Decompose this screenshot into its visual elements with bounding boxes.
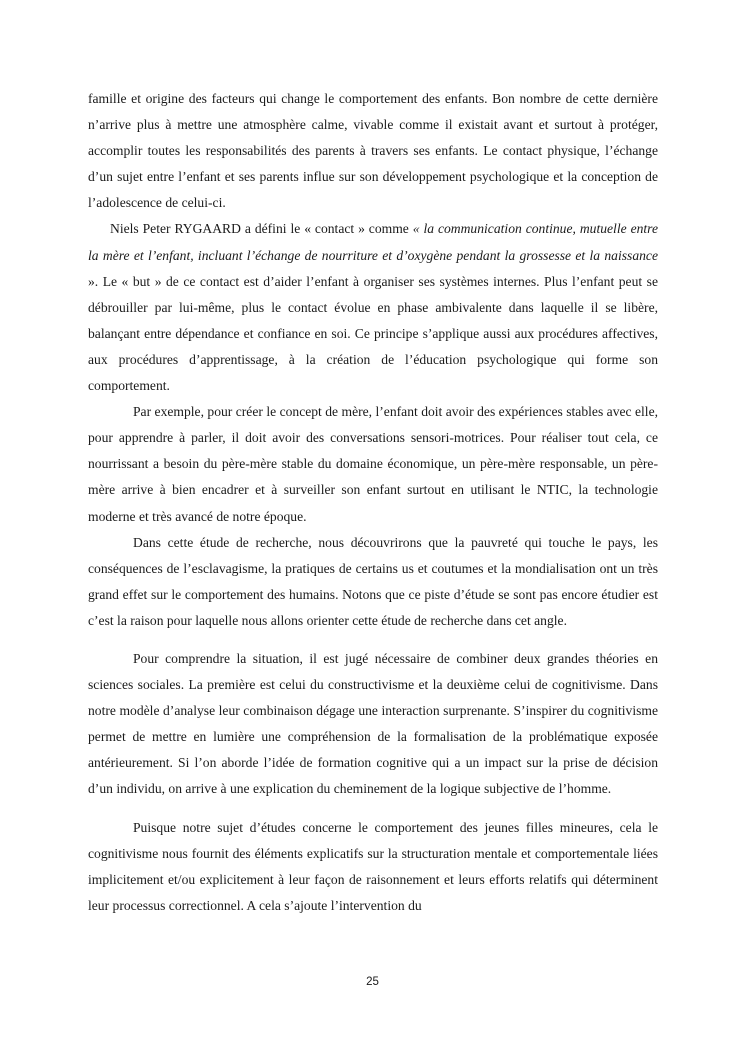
paragraph-2: [88, 216, 658, 399]
page-number: 25: [366, 976, 379, 988]
document-body: [88, 86, 658, 919]
paragraph-3: Par exemple, pour créer le concept de mère, l’enfant doit avoir des expériences stables avec elle, pour apprendre à parler, il doit avoir des conversations sensori-motrices. Pour réaliser tout cela, ce nourrissant a besoin du père-mère stable du domaine économique, un père-mère responsable, un père-mère arrive à bien encadrer et à surveiller son enfant surtout en utilisant le NTIC, la technologie moderne et très avancé de notre époque.: [88, 404, 658, 524]
rygaard-quote: « la communication continue, mutuelle entre la mère et l’enfant, incluant l’échange de nourriture et d’oxygène pendant la grossesse et la naissance: [88, 221, 658, 263]
paragraph-1: famille et origine des facteurs qui change le comportement des enfants. Bon nombre de cette dernière n’arrive plus à mettre une atmosphère calme, vivable comme il existait avant et surtout à protéger, accomplir toutes les responsabilités des parents à travers ses enfants. Le contact physique, l’échange d’un sujet entre l’enfant et ses parents influe sur son développement psychologique et la conception de l’adolescence de celui-ci.: [88, 91, 658, 211]
paragraph-2-intro: Niels Peter RYGAARD a défini le « contact » comme: [110, 221, 413, 237]
paragraph-2-rest: ». Le « but » de ce contact est d’aider l’enfant à organiser ses systèmes internes. Plus l’enfant peut se débrouiller par lui-même, plus le contact évolue en phase ambivalente dans laquelle il se libère, balançant entre dépendance et confiance en soi. Ce principe s’applique aussi aux procédures affectives, aux procédures d’apprentissage, à la création de l’éducation psychologique qui forme son comportement.: [88, 273, 658, 394]
paragraph-5: Pour comprendre la situation, il est jugé nécessaire de combiner deux grandes théories en sciences sociales. La première est celui du constructivisme et la deuxième celui de cognitivisme. Dans notre modèle d’analyse leur combinaison dégage une interaction surprenante. S’inspirer du cognitivisme permet de mettre en lumière une compréhension de la formalisation de la problématique exposée antérieurement. Si l’on aborde l’idée de formation cognitive qui a un impact sur la prise de décision d’un individu, on arrive à une explication du cheminement de la logique subjective de l’homme.: [88, 650, 658, 797]
paragraph-6: Puisque notre sujet d’études concerne le comportement des jeunes filles mineures, cela le cognitivisme nous fournit des éléments explicatifs sur la structuration mentale et comportementale liées implicitement et/ou explicitement à leur façon de raisonnement et leurs efforts relatifs qui déterminent leur processus correctionnel. A cela s’ajoute l’intervention du: [88, 819, 658, 913]
paragraph-4: Dans cette étude de recherche, nous découvrirons que la pauvreté qui touche le pays, les conséquences de l’esclavagisme, la pratiques de certains us et coutumes et la mondialisation ont un très grand effet sur le comportement des humains. Notons que ce piste d’étude se sont pas encore étudier est c’est la raison pour laquelle nous allons orienter cette étude de recherche dans cet angle.: [88, 534, 658, 628]
